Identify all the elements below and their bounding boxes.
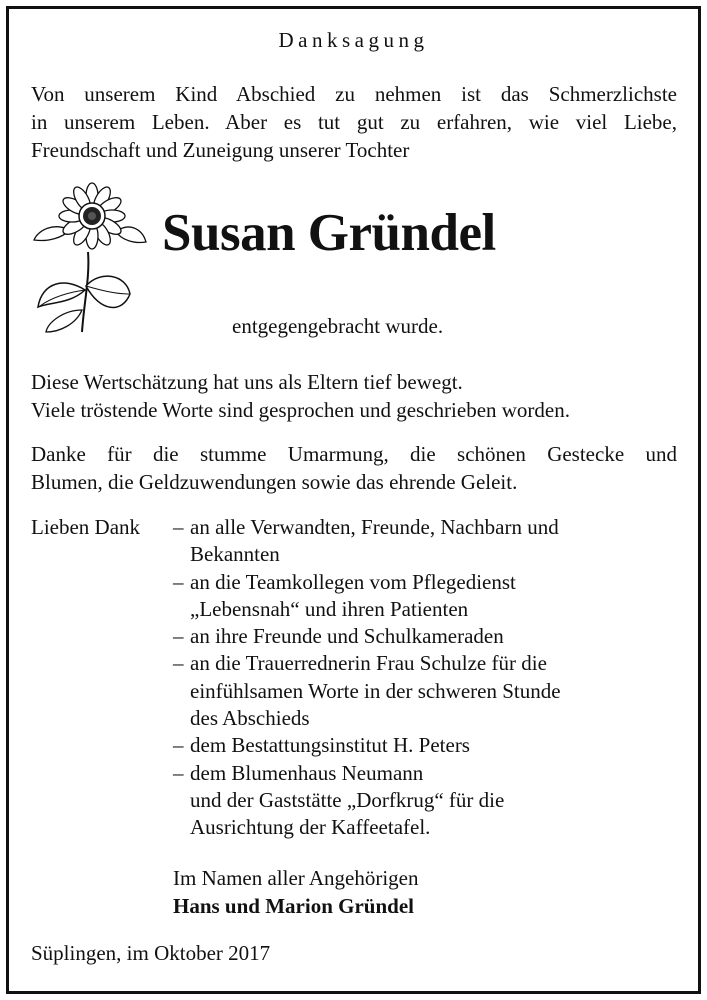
intro-paragraph — [31, 80, 677, 164]
thanks-item-line: und der Gaststätte „Dorfkrug“ für die — [190, 787, 505, 812]
paragraph-line: Viele tröstende Worte sind gesprochen und geschrieben worden. — [31, 398, 570, 422]
thanks-item-line: dem Bestattungsinstitut H. Peters — [190, 733, 470, 758]
thanks-list — [173, 514, 681, 842]
dash-marker: – — [173, 569, 184, 594]
dash-marker: – — [173, 515, 184, 539]
paragraph-line: Diese Wertschätzung hat uns als Eltern tief bewegt. — [31, 370, 463, 394]
paragraph-line: Blumen, die Geldzuwendungen sowie das ehrende Geleit. — [31, 470, 518, 494]
thanks-item — [173, 569, 681, 624]
deceased-name: Susan Gründel — [162, 204, 496, 262]
place-date: Süplingen, im Oktober 2017 — [31, 941, 271, 965]
thanks-item-line: Ausrichtung der Kaffeetafel. — [190, 815, 431, 840]
thanks-item-line: an die Trauerrednerin Frau Schulze für die — [190, 651, 547, 676]
paragraph-line: Danke für die stumme Umarmung, die schönen Gestecke und — [31, 442, 677, 466]
intro-line: in unserem Leben. Aber es tut gut zu erfahren, wie viel Liebe, — [31, 110, 677, 134]
notice-heading: Danksagung — [278, 28, 429, 52]
dash-marker: – — [173, 760, 184, 785]
thanks-item-line: an die Teamkollegen vom Pflegedienst — [190, 569, 516, 594]
signoff-names: Hans und Marion Gründel — [173, 894, 414, 918]
dash-marker: – — [173, 651, 184, 676]
signoff — [173, 864, 419, 920]
thanks-item — [173, 623, 681, 650]
after-name-text: entgegengebracht wurde. — [232, 314, 444, 338]
thanks-item — [173, 514, 681, 569]
signoff-prefix: Im Namen aller Angehörigen — [173, 866, 419, 890]
thanks-item-line: dem Blumenhaus Neumann — [190, 760, 424, 785]
thanks-item-line: einfühlsamen Worte in der schweren Stunde — [190, 678, 561, 703]
thanks-item-line: des Abschieds — [190, 706, 310, 731]
intro-line: Von unserem Kind Abschied zu nehmen ist das Schmerzlichste — [31, 82, 677, 106]
thanks-item — [173, 732, 681, 759]
dash-marker: – — [173, 733, 184, 758]
thanks-item-line: Bekannten — [190, 542, 280, 567]
thanks-label: Lieben Dank — [31, 515, 141, 539]
paragraph-appreciation — [31, 368, 677, 424]
thanks-item-line: „Lebensnah“ und ihren Patienten — [190, 596, 469, 621]
thanks-item-line: an alle Verwandten, Freunde, Nachbarn und — [190, 515, 559, 539]
paragraph-gratitude — [31, 440, 677, 496]
dash-marker: – — [173, 624, 184, 649]
thanks-item — [173, 650, 681, 732]
thanks-item-line: an ihre Freunde und Schulkameraden — [190, 624, 504, 649]
thanks-item — [173, 760, 681, 842]
sunflower-icon — [30, 182, 150, 337]
intro-line: Freundschaft und Zuneigung unserer Tochter — [31, 138, 410, 162]
